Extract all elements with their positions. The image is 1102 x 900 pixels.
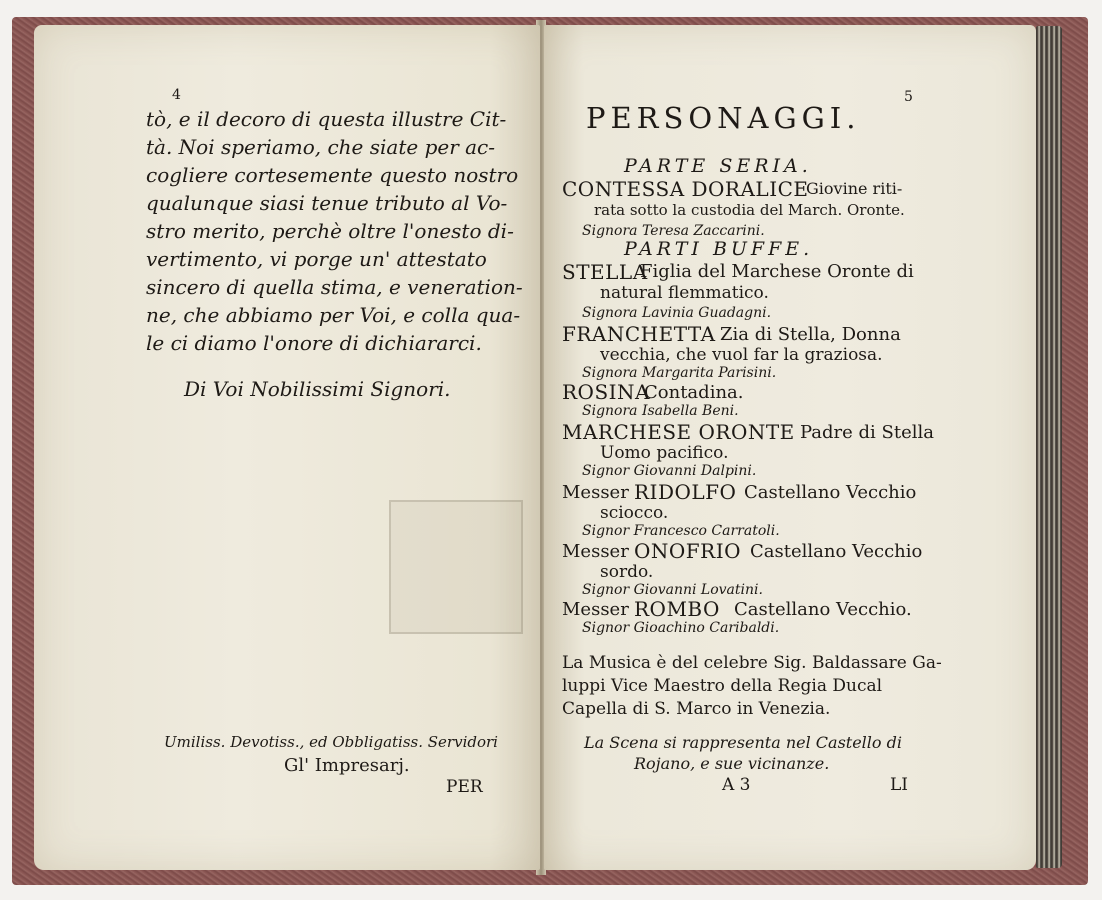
left-page — [34, 25, 540, 870]
character-prefix: Messer — [562, 599, 629, 620]
character-prefix: Messer — [562, 541, 629, 562]
dedication-line: sincero di quella stima, e veneration- — [146, 275, 523, 299]
actor-name: Signora Margarita Parisini. — [582, 365, 777, 381]
character-role: Castellano Vecchio — [744, 482, 917, 503]
character-role: sciocco. — [600, 503, 669, 523]
actor-name: Signora Isabella Beni. — [582, 403, 739, 419]
character-name: FRANCHETTA — [562, 322, 716, 346]
dedication-line: tà. Noi speriamo, che siate per ac- — [146, 135, 496, 159]
character-role: Uomo pacifico. — [600, 443, 729, 463]
character-name: RIDOLFO — [634, 480, 737, 504]
dedication-line: tò, e il decoro di questa illustre Cit- — [146, 107, 507, 131]
right-page-number: 5 — [904, 89, 913, 105]
section-heading-seria: PARTE SERIA. — [624, 155, 812, 177]
actor-name: Signor Giovanni Lovatini. — [582, 582, 763, 598]
character-role: natural flemmatico. — [600, 283, 769, 303]
character-role: Castellano Vecchio — [750, 541, 923, 562]
dedication-line: ne, che abbiamo per Voi, e colla qua- — [146, 303, 521, 327]
bleed-through-stamp — [389, 500, 523, 634]
character-role: rata sotto la custodia del March. Oronte. — [594, 201, 905, 219]
character-name: ROSINA — [562, 380, 650, 404]
character-role: Padre di Stella — [800, 422, 934, 443]
actor-name: Signor Gioachino Caribaldi. — [582, 620, 780, 636]
character-name: CONTESSA DORALICE — [562, 177, 809, 201]
character-name: ONOFRIO — [634, 539, 742, 563]
dedication-line: cogliere cortesemente questo nostro — [146, 163, 519, 187]
music-credit-line: Capella di S. Marco in Venezia. — [562, 699, 831, 719]
character-role: Castellano Vecchio. — [734, 599, 912, 620]
scene-line: Rojano, e sue vicinanze. — [634, 754, 830, 773]
page-edges — [1036, 26, 1062, 868]
section-heading-buffe: PARTI BUFFE. — [624, 238, 814, 260]
actor-name: Signora Teresa Zaccarini. — [582, 223, 765, 239]
signature: Umiliss. Devotiss., ed Obbligatiss. Servidori — [164, 733, 498, 751]
character-name: MARCHESE ORONTE — [562, 420, 795, 444]
character-role: sordo. — [600, 562, 654, 582]
scene-line: La Scena si rappresenta nel Castello di — [584, 733, 902, 752]
signers: Gl' Impresarj. — [284, 755, 410, 776]
music-credit-line: La Musica è del celebre Sig. Baldassare Ga- — [562, 653, 942, 673]
character-name: STELLA — [562, 260, 648, 284]
character-role: Figlia del Marchese Oronte di — [640, 261, 914, 282]
actor-name: Signor Giovanni Dalpini. — [582, 463, 757, 479]
dedication-line: qualunque siasi tenue tributo al Vo- — [146, 191, 508, 215]
right-catchword: LI — [890, 775, 909, 795]
dedication-line: stro merito, perchè oltre l'onesto di- — [146, 219, 514, 243]
character-role: Contadina. — [644, 382, 744, 403]
dedication-line: vertimento, vi porge un' attestato — [146, 247, 487, 271]
signature-mark: A 3 — [722, 775, 751, 795]
character-role: Giovine riti- — [806, 179, 903, 198]
page-title: PERSONAGGI. — [586, 101, 861, 135]
salutation: Di Voi Nobilissimi Signori. — [184, 377, 451, 401]
character-prefix: Messer — [562, 482, 629, 503]
left-page-number: 4 — [172, 87, 181, 103]
actor-name: Signor Francesco Carratoli. — [582, 523, 780, 539]
music-credit-line: luppi Vice Maestro della Regia Ducal — [562, 676, 883, 696]
character-role: Zia di Stella, Donna — [720, 324, 901, 345]
actor-name: Signora Lavinia Guadagni. — [582, 305, 772, 321]
dedication-line: le ci diamo l'onore di dichiararci. — [146, 331, 482, 355]
right-page — [544, 25, 1036, 870]
character-name: ROMBO — [634, 597, 720, 621]
character-role: vecchia, che vuol far la graziosa. — [600, 345, 883, 365]
left-catchword: PER — [446, 777, 483, 797]
